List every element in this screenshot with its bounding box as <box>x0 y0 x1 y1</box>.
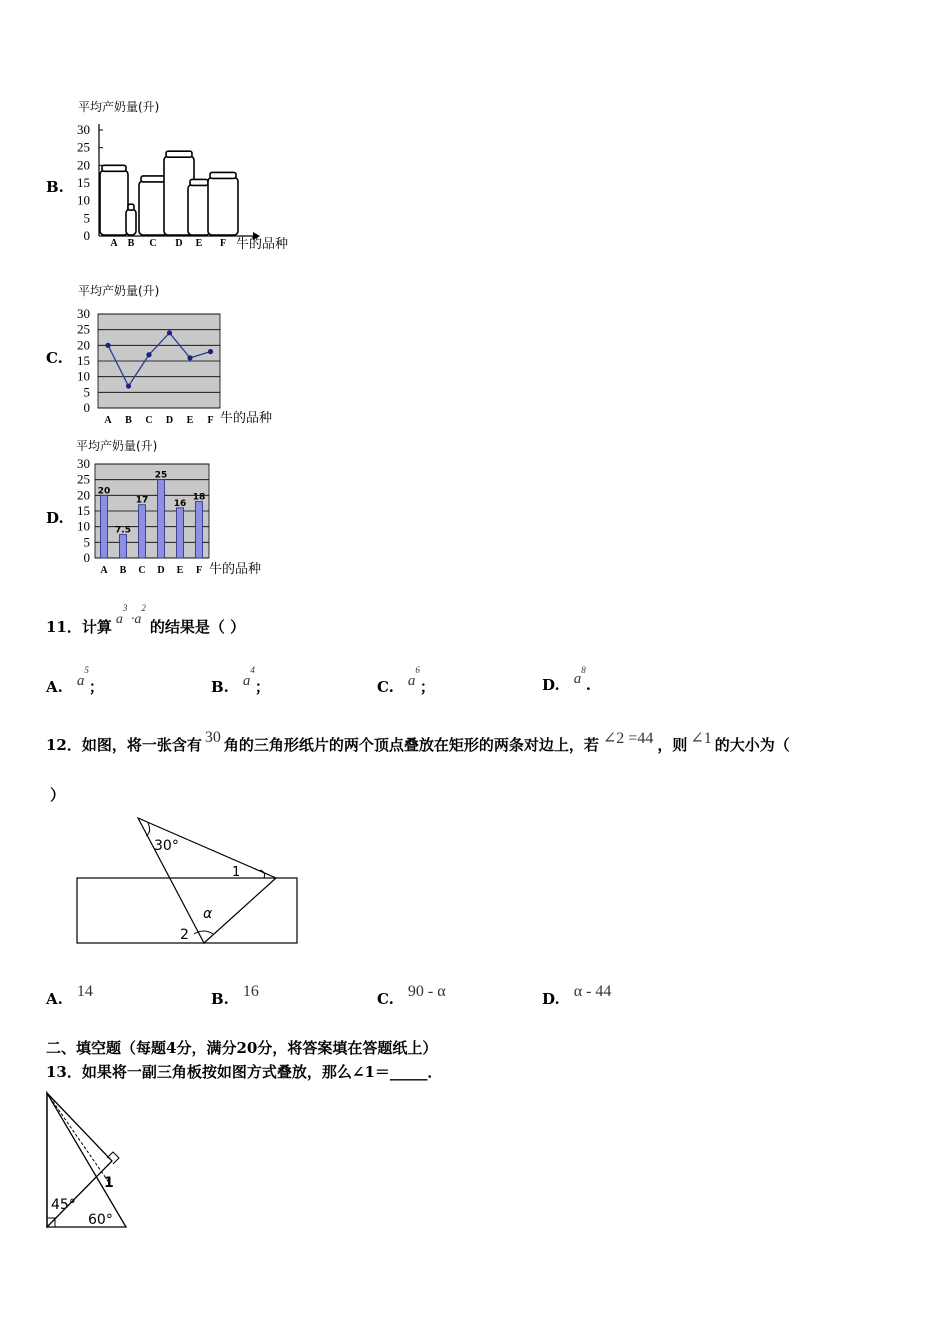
chart-b-ytick: 30 <box>77 122 90 137</box>
chart-d-cat: A <box>100 565 108 576</box>
chart-c-ytick: 5 <box>83 384 90 400</box>
chart-d-ytick: 25 <box>77 471 90 487</box>
chart-c-point-F <box>208 349 213 354</box>
chart-b-cat: E <box>195 238 203 249</box>
question-12: 12．如图，将一张含有 30 角的三角形纸片的两个顶点叠放在矩形的两条对边上，若 ∠2 =44 ，则 ∠1 的大小为（ <box>46 729 790 754</box>
chart-d <box>68 436 288 586</box>
section-2-title: 二、填空题（每题4分，满分20分，将答案填在答题纸上） <box>46 1039 438 1057</box>
chart-d-ytick: 20 <box>77 487 90 503</box>
chart-b-ytick: 15 <box>77 175 90 190</box>
chart-b-ytick: 10 <box>77 192 90 208</box>
chart-d-bar-C <box>139 505 146 558</box>
question-11 <box>46 603 246 637</box>
chart-b-title: 平均产奶量(升) <box>78 100 160 114</box>
chart-d-bar-A <box>101 495 108 558</box>
q12-option-c: C. 90 - α <box>377 983 446 1008</box>
chart-d-ytick: 0 <box>83 550 90 565</box>
chart-d-cat: C <box>138 565 146 576</box>
chart-c <box>68 281 308 429</box>
chart-b-ytick: 5 <box>83 210 90 226</box>
chart-c-point-D <box>167 330 172 335</box>
chart-c-cat: C <box>145 415 153 426</box>
q12-target: ∠1 <box>690 730 712 747</box>
chart-c-xlabel: 牛的品种 <box>220 411 273 426</box>
chart-c-cat: A <box>104 415 112 426</box>
chart-b-ytick: 25 <box>77 139 90 155</box>
chart-c-point-B <box>126 383 131 388</box>
chart-c-ytick: 10 <box>77 368 90 384</box>
chart-c-cat: D <box>165 415 174 426</box>
chart-c-point-C <box>146 352 151 357</box>
q12-close-paren: ） <box>50 786 66 804</box>
chart-b-jar-B <box>126 204 136 235</box>
chart-d-cat: D <box>157 565 165 576</box>
q11-stem-prefix: 11．计算 <box>46 618 112 636</box>
q13-angle-60: 60° <box>88 1212 113 1228</box>
chart-b-jar-F <box>208 172 238 235</box>
q13-angle-45: 45° <box>51 1197 76 1213</box>
chart-d-ytick: 30 <box>77 456 90 471</box>
q12-option-d: D. α - 44 <box>542 983 612 1008</box>
chart-c-ytick: 20 <box>77 337 90 353</box>
chart-b-jar-C <box>139 176 167 235</box>
chart-d-bar-E <box>177 508 184 558</box>
chart-b-cat: C <box>149 238 157 249</box>
q11-expression: $a^3 \cdot a^2$ <box>115 603 146 627</box>
chart-c-point-A <box>105 343 110 348</box>
chart-d-ytick: 15 <box>77 503 90 518</box>
chart-d-ytick: 10 <box>77 518 90 534</box>
chart-d-cat: E <box>176 565 184 576</box>
q11-option-b: B. $a^4$； <box>211 665 270 696</box>
chart-d-data-label: 25 <box>154 470 168 481</box>
chart-c-ytick: 30 <box>77 306 90 321</box>
question-13: 13．如果将一副三角板按如图方式叠放，那么∠1＝_____． <box>46 1063 443 1081</box>
q11-option-a: A. $a^5$； <box>46 665 104 696</box>
q12-alpha: α <box>203 906 213 922</box>
chart-d-cat: B <box>119 565 127 576</box>
q12-angle-1: 1 <box>232 865 241 880</box>
q12-option-a: A. 14 <box>46 983 93 1008</box>
q11-option-d: D. $a^8$. <box>542 665 591 694</box>
chart-d-title: 平均产奶量(升) <box>76 439 158 453</box>
chart-d-cat: F <box>195 565 203 576</box>
chart-b-ytick: 20 <box>77 157 90 173</box>
chart-c-title: 平均产奶量(升) <box>78 284 160 298</box>
chart-b-xlabel: 牛的品种 <box>236 237 289 252</box>
q12-triangle <box>138 818 276 943</box>
chart-d-data-label: 20 <box>97 486 111 497</box>
q12-angle-30: 30° <box>154 838 179 854</box>
chart-b-cat: F <box>219 238 227 249</box>
chart-d-data-label: 18 <box>192 492 206 503</box>
chart-b-cat: B <box>127 238 135 249</box>
option-c-label: C. <box>46 349 63 367</box>
option-d-label: D. <box>46 509 64 527</box>
chart-d-bar-D <box>158 480 165 558</box>
chart-d-data-label: 7.5 <box>115 525 131 536</box>
chart-c-ytick: 0 <box>83 400 90 415</box>
chart-c-ytick: 15 <box>77 353 90 368</box>
chart-d-ytick: 5 <box>83 534 90 550</box>
chart-c-cat: E <box>186 415 194 426</box>
chart-b-cat: A <box>110 238 118 249</box>
q11-option-c: C. $a^6$； <box>377 665 435 696</box>
chart-d-data-label: 17 <box>135 495 149 506</box>
chart-d-bar-F <box>196 502 203 558</box>
chart-c-ytick: 25 <box>77 321 90 337</box>
q12-figure <box>70 810 310 950</box>
chart-d-xlabel: 牛的品种 <box>209 562 262 577</box>
chart-d-bar-B <box>120 535 127 559</box>
chart-c-cat: B <box>125 415 132 426</box>
chart-b-jar-E <box>188 179 210 235</box>
chart-d-data-label: 16 <box>173 498 187 509</box>
option-b-label: B. <box>46 178 64 196</box>
q11-stem-suffix: 的结果是（ ） <box>149 618 246 636</box>
q13-figure <box>40 1088 140 1233</box>
chart-c-point-E <box>187 355 192 360</box>
q12-angle-value: 30 <box>204 729 221 746</box>
chart-c-cat: F <box>207 415 214 426</box>
q12-angle-2: 2 <box>180 927 189 943</box>
chart-b-jar-A <box>100 165 128 235</box>
q13-angle-1: 1 <box>104 1175 114 1191</box>
q12-option-b: B. 16 <box>211 983 259 1008</box>
chart-b-ytick: 0 <box>83 228 90 243</box>
chart-b-cat: D <box>175 238 183 249</box>
chart-b <box>68 96 308 254</box>
q12-condition: ∠2 =44 <box>602 730 654 747</box>
